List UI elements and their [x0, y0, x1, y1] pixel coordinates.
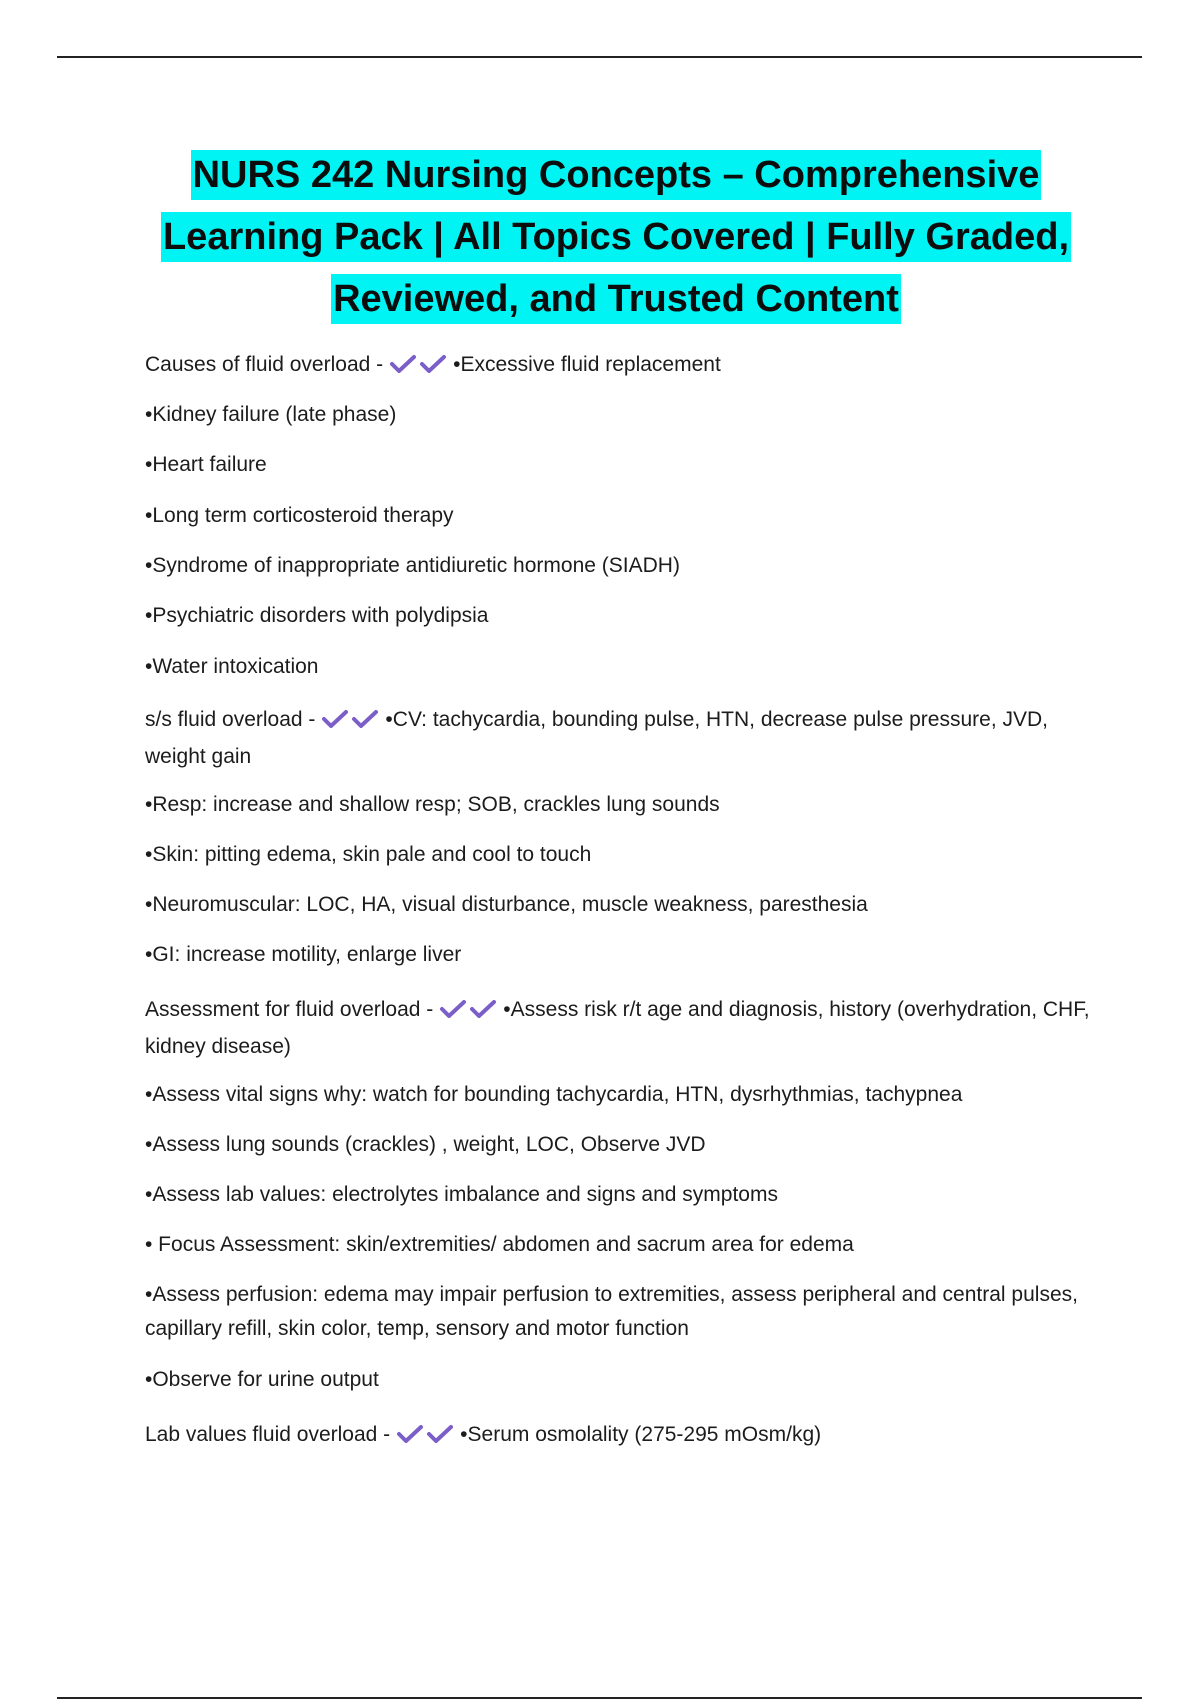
title-line-2: Learning Pack | All Topics Covered | Fully Graded, — [161, 212, 1071, 262]
paragraph-text: •Assess perfusion: edema may impair perfusion to extremities, assess peripheral and central pulses, capillary refill, skin color, temp, sensory and motor function — [145, 1283, 1078, 1340]
paragraph-text: •Excessive fluid replacement — [453, 353, 721, 376]
bullet-item — [145, 1128, 1105, 1162]
double-check-icon — [321, 706, 381, 740]
paragraph-text: • Focus Assessment: skin/extremities/ abdomen and sacrum area for edema — [145, 1233, 854, 1256]
bullet-item — [145, 788, 1105, 822]
bullet-item — [145, 838, 1105, 872]
double-check-icon — [396, 1421, 456, 1455]
term-paragraph — [145, 348, 1105, 385]
bullet-item — [145, 599, 1105, 633]
bullet-item — [145, 1363, 1105, 1397]
bullet-item — [145, 938, 1105, 972]
paragraph-text: •CV: tachycardia, bounding pulse, HTN, decrease pulse pressure, JVD, weight gain — [145, 708, 1048, 768]
paragraph-text: •Water intoxication — [145, 655, 319, 678]
paragraph-text: •Kidney failure (late phase) — [145, 403, 397, 426]
bullet-item — [145, 499, 1105, 533]
paragraph-text: •Syndrome of inappropriate antidiuretic hormone (SIADH) — [145, 554, 680, 577]
bullet-item — [145, 650, 1105, 684]
double-check-icon — [389, 351, 449, 385]
top-rule — [57, 56, 1142, 58]
title-line-3: Reviewed, and Trusted Content — [331, 274, 901, 324]
term-label: Assessment for fluid overload - — [145, 998, 434, 1021]
bullet-item — [145, 549, 1105, 583]
paragraph-text: •GI: increase motility, enlarge liver — [145, 943, 462, 966]
bullet-item — [145, 448, 1105, 482]
paragraph-text: •Resp: increase and shallow resp; SOB, crackles lung sounds — [145, 793, 720, 816]
document-title — [120, 144, 1112, 330]
bullet-item — [145, 398, 1105, 432]
term-label: s/s fluid overload - — [145, 708, 316, 731]
paragraph-text: •Observe for urine output — [145, 1368, 379, 1391]
paragraph-text: •Neuromuscular: LOC, HA, visual disturbance, muscle weakness, paresthesia — [145, 893, 868, 916]
paragraph-text: •Assess lung sounds (crackles) , weight, LOC, Observe JVD — [145, 1133, 706, 1156]
paragraph-text: •Serum osmolality (275-295 mOsm/kg) — [460, 1423, 822, 1446]
paragraph-text: •Assess vital signs why: watch for bounding tachycardia, HTN, dysrhythmias, tachypnea — [145, 1083, 963, 1106]
bottom-rule — [57, 1697, 1142, 1699]
paragraph-text: •Psychiatric disorders with polydipsia — [145, 604, 489, 627]
paragraph-text: •Long term corticosteroid therapy — [145, 504, 454, 527]
term-label: Lab values fluid overload - — [145, 1423, 391, 1446]
bullet-item — [145, 1228, 1105, 1262]
paragraph-text: •Assess lab values: electrolytes imbalance and signs and symptoms — [145, 1183, 778, 1206]
bullet-item — [145, 1078, 1105, 1112]
term-paragraph — [145, 1418, 1105, 1455]
double-check-icon — [439, 996, 499, 1030]
term-paragraph — [145, 993, 1105, 1064]
term-paragraph — [145, 703, 1105, 774]
bullet-item — [145, 888, 1105, 922]
title-line-1: NURS 242 Nursing Concepts – Comprehensive — [191, 150, 1042, 200]
bullet-item — [145, 1178, 1105, 1212]
paragraph-text: •Assess risk r/t age and diagnosis, history (overhydration, CHF, kidney disease) — [145, 998, 1090, 1058]
bullet-item — [145, 1278, 1105, 1346]
paragraph-text: •Skin: pitting edema, skin pale and cool to touch — [145, 843, 592, 866]
paragraph-text: •Heart failure — [145, 453, 267, 476]
term-label: Causes of fluid overload - — [145, 353, 384, 376]
